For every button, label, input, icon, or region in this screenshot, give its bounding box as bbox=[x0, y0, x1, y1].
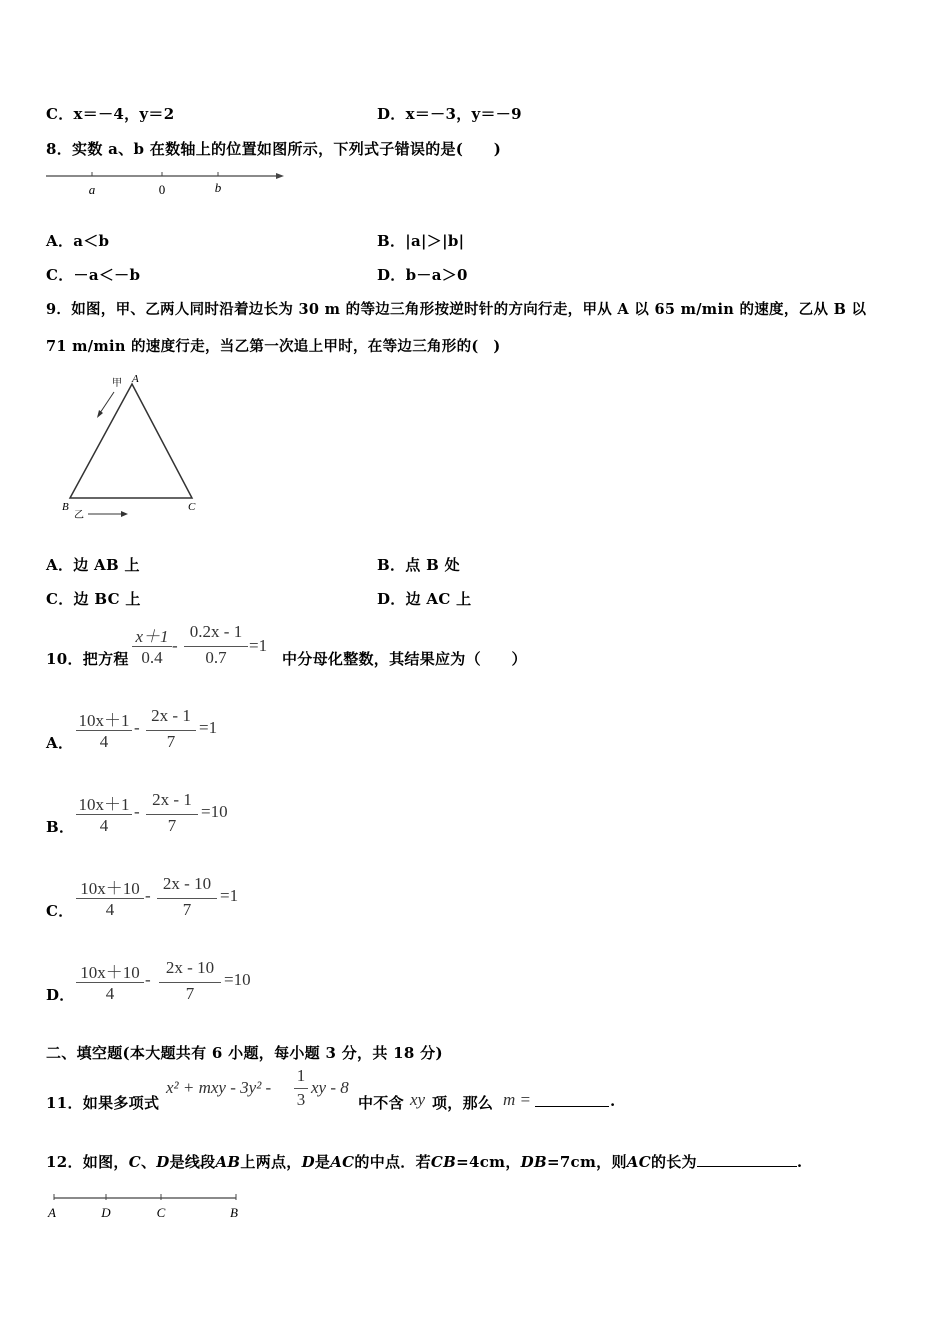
q8-stem: 8．实数 a、b 在数轴上的位置如图所示，下列式子错误的是( ) bbox=[46, 140, 502, 158]
q10-option-d-label: D． bbox=[46, 986, 75, 1004]
number-line-arrow bbox=[276, 173, 284, 179]
q10-option-d-minus: - bbox=[145, 970, 151, 989]
point-label-c: C bbox=[156, 1205, 166, 1220]
q11-poly-right: xy - 8 bbox=[311, 1078, 349, 1097]
q10-option-a-label: A． bbox=[46, 734, 74, 752]
point-label-b: B bbox=[230, 1205, 238, 1220]
q10-option-c-fraction-2: 2x - 10 7 bbox=[157, 874, 217, 924]
q10-option-a-minus: - bbox=[134, 718, 140, 737]
section-2-heading: 二、填空题(本大题共有 6 小题，每小题 3 分，共 18 分) bbox=[46, 1044, 443, 1062]
equilateral-triangle bbox=[70, 384, 192, 498]
q10-option-d-rhs: =10 bbox=[224, 970, 251, 989]
q11-fraction-one-third: 1 3 bbox=[294, 1066, 308, 1114]
q11-mid2: 项，那么 bbox=[432, 1094, 494, 1112]
q10-stem-minus: - bbox=[172, 636, 178, 655]
q10-option-c-fraction-1: 10x＋10 4 bbox=[76, 874, 144, 924]
q10-option-a-fraction-1: 10x＋1 4 bbox=[76, 706, 132, 756]
q9-stem-line2: 71 m/min 的速度行走，当乙第一次追上甲时，在等边三角形的( ) bbox=[46, 338, 501, 355]
q9-option-c: C．边 BC 上 bbox=[46, 590, 141, 608]
point-label-d: D bbox=[101, 1205, 111, 1220]
q9-triangle-figure bbox=[52, 368, 212, 526]
q10-option-a-fraction-2: 2x - 1 7 bbox=[146, 706, 196, 756]
q10-option-b-rhs: =10 bbox=[201, 802, 228, 821]
vertex-label-c: C bbox=[188, 501, 196, 513]
q11-answer-blank[interactable] bbox=[535, 1092, 609, 1107]
q10-option-d-fraction-1: 10x＋10 4 bbox=[76, 958, 144, 1008]
vertex-label-b: B bbox=[62, 501, 69, 513]
q10-suffix: 中分母化整数，其结果应为（ ） bbox=[282, 650, 527, 668]
q10-option-b-fraction-2: 2x - 1 7 bbox=[146, 790, 198, 840]
q11-poly-left: x² + mxy - 3y² - bbox=[166, 1078, 272, 1097]
q8-option-d: D．b－a＞0 bbox=[377, 266, 468, 284]
axis-label-zero: 0 bbox=[158, 182, 166, 197]
q12-answer-blank[interactable] bbox=[697, 1152, 797, 1167]
q11-mid: 中不含 bbox=[358, 1094, 404, 1112]
q11-end: . bbox=[610, 1092, 616, 1110]
q10-stem-rhs: =1 bbox=[249, 636, 268, 655]
q10-option-a-rhs: =1 bbox=[199, 718, 218, 737]
q8-option-c: C．－a＜－b bbox=[46, 266, 141, 284]
q11-m: m = bbox=[503, 1090, 531, 1109]
q8-option-a: A．a＜b bbox=[46, 232, 110, 250]
q11-prefix: 11．如果多项式 bbox=[46, 1094, 160, 1112]
q10-stem-fraction-2: 0.2x - 1 0.7 bbox=[184, 622, 248, 672]
q8-number-line bbox=[40, 164, 290, 200]
q10-option-b-fraction-1: 10x＋1 4 bbox=[76, 790, 132, 840]
q9-option-d: D．边 AC 上 bbox=[377, 590, 472, 608]
label-jia: 甲 bbox=[112, 378, 122, 389]
label-yi: 乙 bbox=[74, 510, 84, 521]
vertex-label-a: A bbox=[132, 373, 139, 385]
q8-option-b: B．|a|＞|b| bbox=[377, 232, 465, 250]
axis-label-b: b bbox=[214, 180, 222, 195]
q9-option-b: B．点 B 处 bbox=[377, 556, 460, 574]
q10-option-d-fraction-2: 2x - 10 7 bbox=[159, 958, 221, 1008]
q9-option-a: A．边 AB 上 bbox=[46, 556, 140, 574]
q10-option-c-minus: - bbox=[145, 886, 151, 905]
q10-option-c-label: C． bbox=[46, 902, 74, 920]
axis-label-a: a bbox=[88, 182, 96, 197]
point-label-a: A bbox=[48, 1205, 56, 1220]
q10-stem-fraction-1: x＋1 0.4 bbox=[132, 622, 172, 672]
q10-option-c-rhs: =1 bbox=[220, 886, 239, 905]
q12-stem: 12．如图，C、D是线段AB上两点，D是AC的中点．若CB=4cm，DB=7cm，则AC的长为 . bbox=[46, 1153, 803, 1171]
q7-option-d: D．x＝－3，y＝－9 bbox=[377, 105, 522, 123]
q10-option-b-label: B． bbox=[46, 818, 75, 836]
q9-stem-line1: 9．如图，甲、乙两人同时沿着边长为 30 m 的等边三角形按逆时针的方向行走，甲从 A 以 65 m/min 的速度，乙从 B 以 bbox=[46, 301, 867, 318]
q12-segment-figure bbox=[44, 1190, 254, 1224]
q7-option-c: C．x＝－4，y＝2 bbox=[46, 105, 175, 123]
q10-prefix: 10．把方程 bbox=[46, 650, 129, 668]
q11-xy: xy bbox=[410, 1090, 426, 1109]
q10-option-b-minus: - bbox=[134, 802, 140, 821]
